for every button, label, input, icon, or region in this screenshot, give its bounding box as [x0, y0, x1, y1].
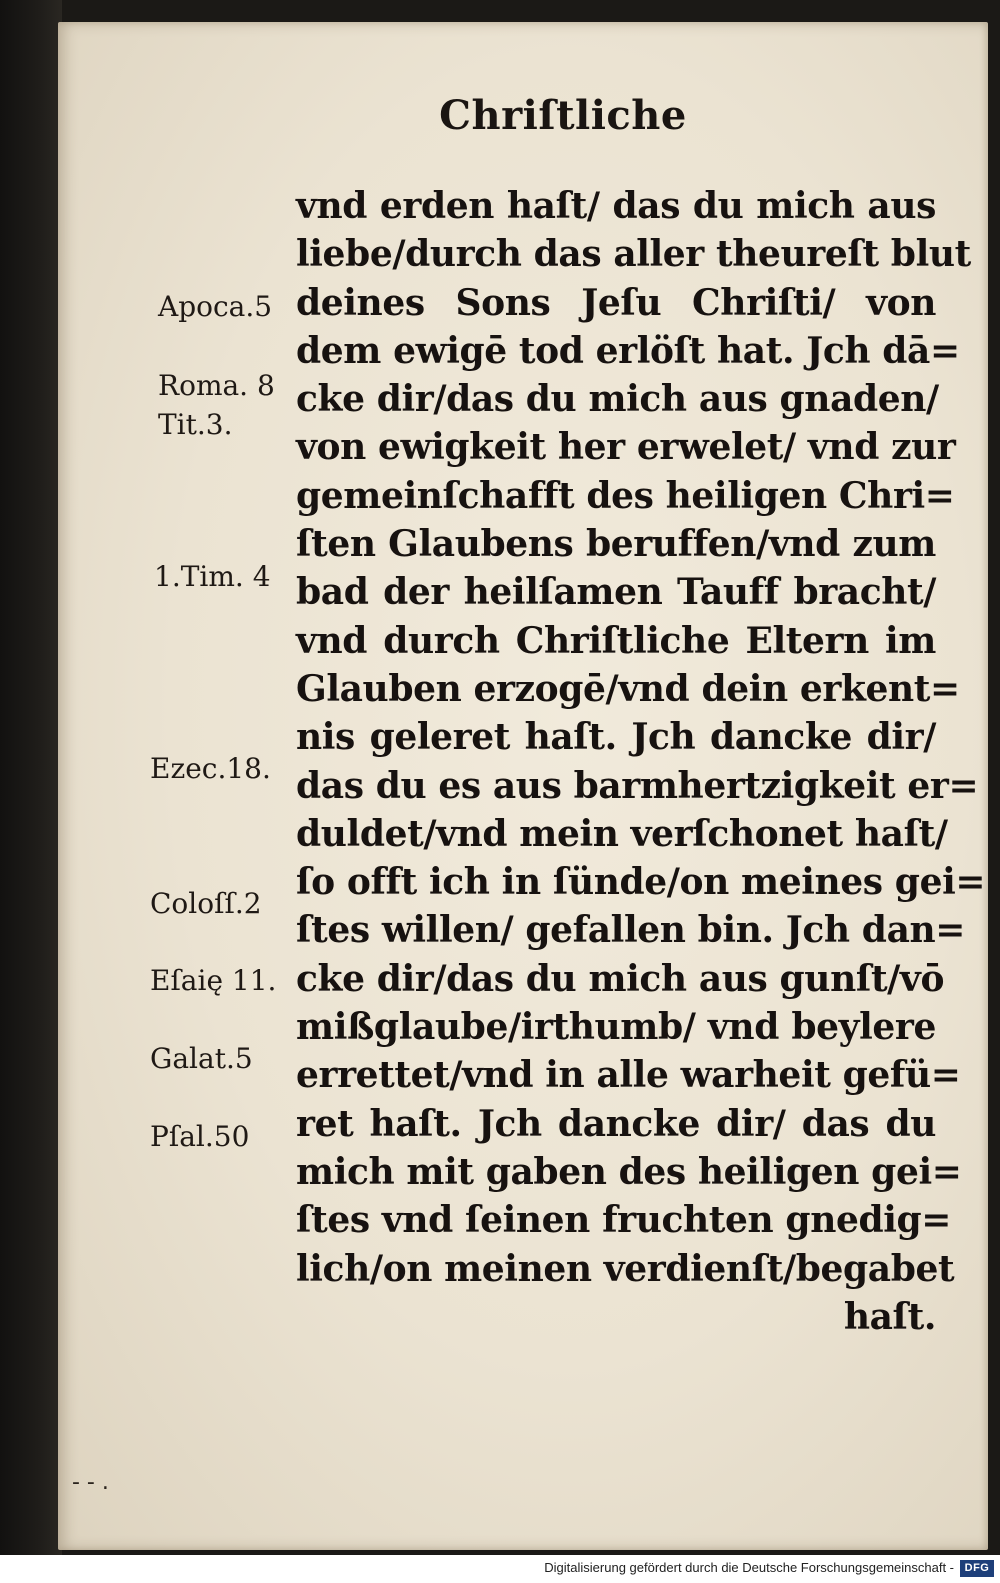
text-line: deines Sons Jeſu Chriſti/ von — [296, 281, 936, 324]
text-line: dem ewigē tod erlöſt hat. Jch dā= — [296, 329, 960, 372]
text-line: errettet/vnd in alle warheit gefü= — [296, 1054, 961, 1097]
text-line: ſtes willen/ gefallen bin. Jch dan= — [296, 909, 966, 952]
text-line: ret haſt. Jch dancke dir/ das du — [296, 1102, 936, 1145]
text-line: duldet/vnd mein verſchonet haſt/ — [296, 812, 948, 855]
text-line: das du es aus barmhertzigkeit er= — [296, 764, 979, 807]
text-line: mißglaube/irthumb/ vnd beylere — [296, 1006, 936, 1049]
text-line: liebe/durch das aller theureſt blut — [296, 233, 971, 276]
text-line: nis geleret haſt. Jch dancke dir/ — [296, 716, 936, 759]
text-line: ſtes vnd ſeinen fruchten gnedig= — [296, 1199, 952, 1242]
margin-note-apoca: Apoca.5 — [158, 290, 273, 323]
running-header: Chriſtliche — [439, 92, 687, 139]
book-page — [58, 22, 988, 1550]
margin-note-roma: Roma. 8 — [158, 369, 275, 402]
funding-credit: Digitalisierung gefördert durch die Deutsche Forschungsgemeinschaft - — [544, 1560, 954, 1575]
footer-bar — [0, 1555, 1000, 1583]
margin-note-psal: Pſal.50 — [150, 1120, 250, 1153]
book-spine-edge — [0, 0, 62, 1555]
margin-note-tit: Tit.3. — [158, 408, 233, 441]
margin-note-coloss: Coloſſ.2 — [150, 887, 262, 920]
dfg-logo-icon: DFG — [960, 1560, 994, 1577]
body-text — [296, 182, 986, 1341]
text-line: gemeinſchafft des heiligen Chri= — [296, 474, 955, 517]
margin-note-tim: 1.Tim. 4 — [154, 560, 271, 593]
text-line: ſten Glaubens beruffen/vnd zum — [296, 523, 936, 566]
text-line: vnd durch Chriſtliche Eltern im — [296, 619, 936, 662]
page-specks: - - . — [72, 1470, 109, 1495]
text-line: lich/on meinen verdienſt/begabet — [296, 1247, 955, 1290]
margin-note-galat: Galat.5 — [150, 1042, 253, 1075]
text-line: mich mit gaben des heiligen gei= — [296, 1150, 962, 1193]
text-line: ſo offt ich in ſünde/on meines gei= — [296, 861, 986, 904]
text-line: von ewigkeit her erwelet/ vnd zur — [296, 426, 956, 469]
text-line: Glauben erzogē/vnd dein erkent= — [296, 667, 960, 710]
text-line: cke dir/das du mich aus gunſt/vō — [296, 957, 945, 1000]
text-line: vnd erden haſt/ das du mich aus — [296, 185, 936, 227]
catchword: haſt. — [843, 1295, 936, 1338]
margin-note-ezec: Ezec.18. — [150, 752, 271, 785]
margin-note-esaie: Eſaię 11. — [150, 964, 277, 997]
text-line: bad der heilſamen Tauff bracht/ — [296, 571, 936, 614]
text-line: cke dir/das du mich aus gnaden/ — [296, 378, 939, 421]
